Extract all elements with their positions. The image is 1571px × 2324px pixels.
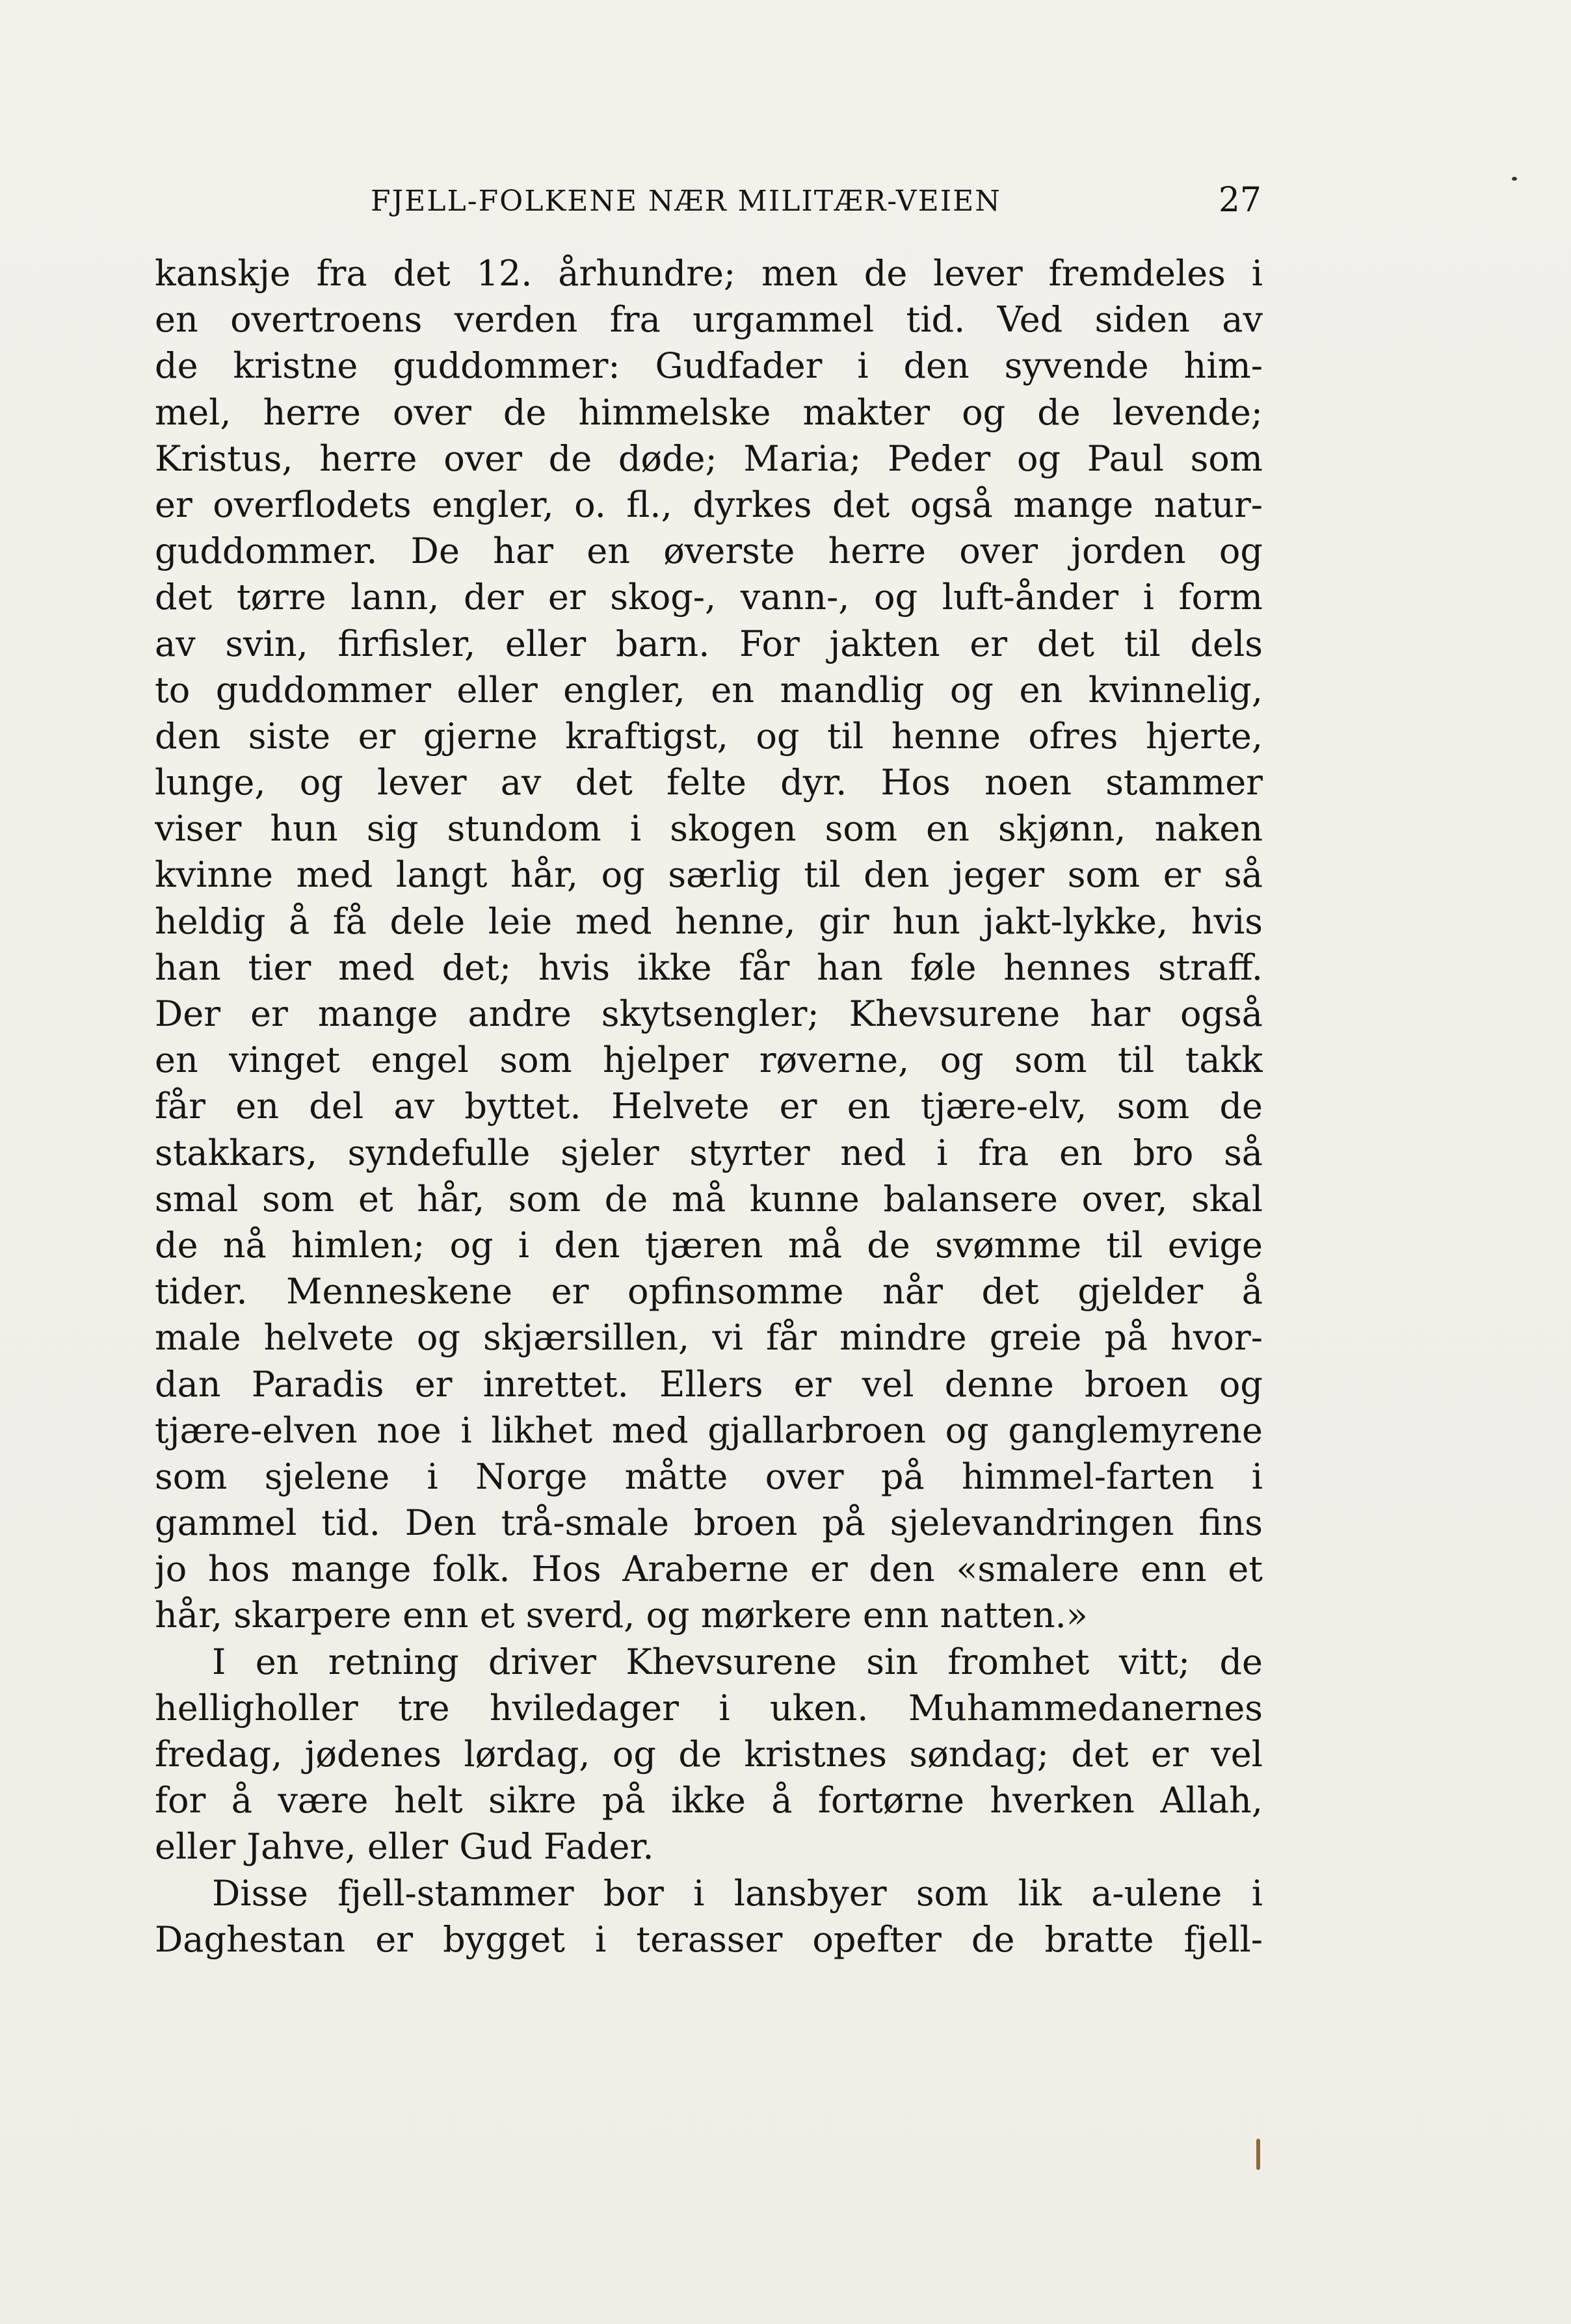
text-line: stakkars, syndefulle sjeler styrter ned i fra en bro så [155,1132,1263,1173]
text-line: det tørre lann, der er skog-, vann-, og luft-ånder i form [155,577,1263,618]
running-title: FJELL-FOLKENE NÆR MILITÆR-VEIEN [371,185,1001,218]
paper-speck [1256,2139,1260,2170]
text-line: heldig å få dele leie med henne, gir hun jakt-lykke, hvis [155,900,1263,942]
text-line: hår, skarpere enn et sverd, og mørkere enn natten.» [155,1595,1088,1636]
text-line: viser hun sig stundom i skogen som en skjønn, naken [155,808,1263,850]
text-line: mel, herre over de himmelske makter og de levende; [155,391,1263,433]
text-line: helligholler tre hviledager i uken. Muhammedanernes [155,1687,1263,1729]
text-line: en vinget engel som hjelper røverne, og som til takk [155,1039,1263,1081]
text-line: han tier med det; hvis ikke får han føle hennes straff. [155,947,1263,988]
text-line: får en del av byttet. Helvete er en tjære-elv, som de [155,1086,1263,1127]
text-line: I en retning driver Khevsurene sin fromhet vitt; de [212,1641,1263,1682]
text-line: de kristne guddommer: Gudfader i den syvende him- [155,345,1263,387]
text-line: av svin, firfisler, eller barn. For jakten er det til dels [155,623,1263,664]
text-line: male helvete og skjærsillen, vi får mindre greie på hvor- [155,1317,1263,1359]
text-line: to guddommer eller engler, en mandlig og en kvinnelig, [155,669,1263,711]
text-line: smal som et hår, som de må kunne balansere over, skal [155,1178,1263,1220]
text-line: Der er mange andre skytsengler; Khevsurene har også [155,993,1263,1034]
text-line: er overflodets engler, o. fl., dyrkes det også mange natur- [155,484,1263,525]
text-line: de nå himlen; og i den tjæren må de svømme til evige [155,1224,1263,1266]
text-line: Daghestan er bygget i terasser opefter de bratte fjell- [155,1918,1263,1960]
text-line: kvinne med langt hår, og særlig til den jeger som er så [155,854,1263,896]
page-number: 27 [1218,181,1261,220]
page-header [156,176,1261,234]
body-text [155,250,1263,1963]
text-line: kanskje fra det 12. århundre; men de lever fremdeles i [155,253,1263,294]
text-line: som sjelene i Norge måtte over på himmel-farten i [155,1456,1263,1497]
text-line: en overtroens verden fra urgammel tid. Ved siden av [155,299,1263,341]
paper-speck [1512,177,1517,181]
text-line: guddommer. De har en øverste herre over jorden og [155,530,1263,572]
text-line: fredag, jødenes lørdag, og de kristnes søndag; det er vel [155,1734,1263,1775]
text-line: tjære-elven noe i likhet med gjallarbroen og ganglemyrene [155,1409,1263,1451]
text-line: dan Paradis er inrettet. Ellers er vel denne broen og [155,1363,1263,1405]
text-line: lunge, og lever av det felte dyr. Hos noen stammer [155,762,1263,803]
text-line: eller Jahve, eller Gud Fader. [155,1826,654,1868]
text-line: den siste er gjerne kraftigst, og til henne ofres hjerte, [155,715,1263,757]
text-line: Kristus, herre over de døde; Maria; Peder og Paul som [155,437,1263,479]
text-line: for å være helt sikre på ikke å fortørne hverken Allah, [155,1780,1263,1821]
text-line: gammel tid. Den trå-smale broen på sjelevandringen fins [155,1502,1263,1544]
text-line: jo hos mange folk. Hos Araberne er den «smalere enn et [155,1548,1263,1590]
text-line: tider. Menneskene er opfinsomme når det gjelder å [155,1271,1263,1312]
text-line: Disse fjell-stammer bor i lansbyer som lik a-ulene i [212,1872,1263,1914]
